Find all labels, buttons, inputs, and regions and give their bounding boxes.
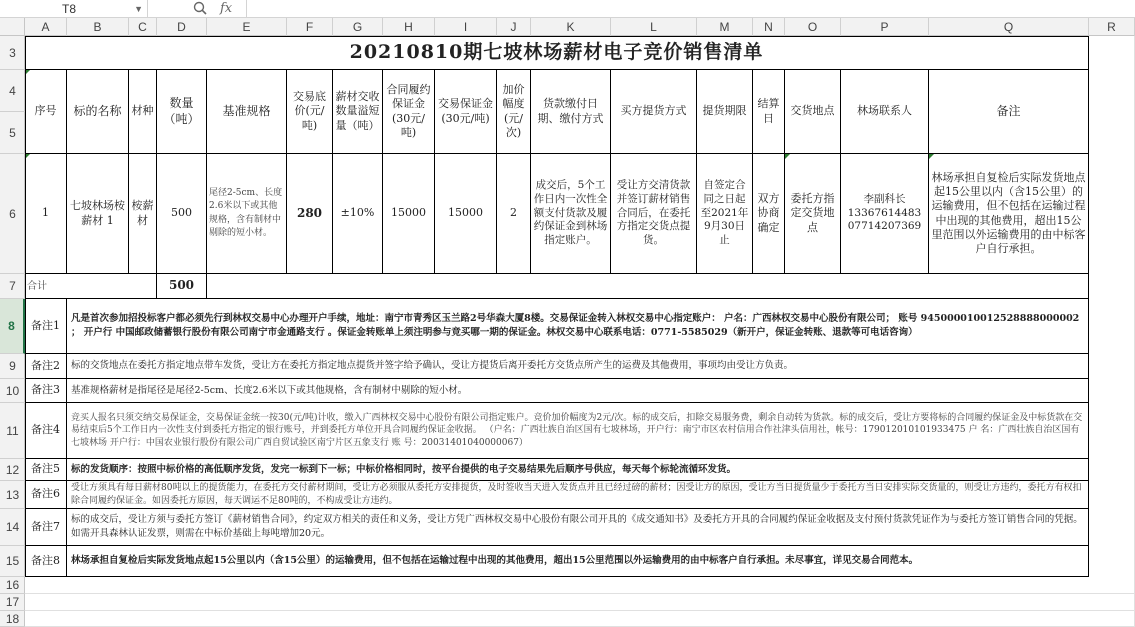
column-header-bar xyxy=(25,18,1135,36)
formula-input[interactable] xyxy=(246,0,1135,18)
row-header-17[interactable]: 17 xyxy=(0,594,25,611)
row-header-9[interactable]: 9 xyxy=(0,354,25,379)
item-payment[interactable]: 成交后，5个工作日内一次性全额支付货款及履约保证金到林场指定账户。 xyxy=(531,154,611,274)
row-header-18[interactable]: 18 xyxy=(0,611,25,627)
note-text[interactable]: 林场承担自复检后实际发货地点起15公里以内（含15公里）的运输费用，但不包括在运输过程中出现的其他费用，超出15公里范围以外运输费用的由中标客户自行承担。未尽事宜，详见交易合同范本。 xyxy=(67,546,1089,577)
item-contact[interactable]: 李副科长 13367614483 07714207369 xyxy=(841,154,929,274)
item-remarks[interactable]: 林场承担自复检后实际发货地点起15公里以内（含15公里）的运输费用，但不包括在运输过程中出现的其他费用，超出15公里范围以外运输费用的由中标客户自行承担。 xyxy=(929,154,1089,274)
note-label[interactable]: 备注2 xyxy=(25,354,67,379)
item-contract-deposit[interactable]: 15000 xyxy=(383,154,435,274)
header-contract-deposit[interactable]: 合同履约保证金(30元/吨) xyxy=(383,70,435,154)
header-species[interactable]: 材种 xyxy=(129,70,157,154)
item-name[interactable]: 七坡林场桉薪材 1 xyxy=(67,154,129,274)
column-header-l[interactable]: L xyxy=(611,18,697,36)
row-header-11[interactable]: 11 xyxy=(0,403,25,459)
header-contact[interactable]: 林场联系人 xyxy=(841,70,929,154)
column-header-r[interactable]: R xyxy=(1089,18,1135,36)
item-base-price[interactable]: 280 xyxy=(287,154,333,274)
total-label[interactable]: 合计 xyxy=(25,274,157,299)
note-text[interactable]: 凡是首次参加招投标客户都必须先行到林权交易中心办理开户手续，地址：南宁市青秀区玉兰路2号华森大厦8楼。交易保证金转入林权交易中心指定账户： 户名：广西林权交易中心股份有限公司； 账号 945000010012528888000002 ； 开户行 中国邮政储蓄银行股份有限公司南宁市金通路支行 。保证金转账单上须注明参与竞买哪一期的保证金。林权交易中心联系电话：0771-5585029（新开户，保证金转账、退款等可电话咨询） xyxy=(67,299,1089,354)
select-all-corner[interactable] xyxy=(0,18,25,36)
total-empty[interactable] xyxy=(207,274,1089,299)
column-header-c[interactable]: C xyxy=(129,18,157,36)
column-header-b[interactable]: B xyxy=(67,18,129,36)
note-text[interactable]: 标的交货地点在委托方指定地点带车发货，受让方在委托方指定地点提货并签字给予确认，受让方提货后离开委托方交货点所产生的运费及其他费用，事项均由受让方负责。 xyxy=(67,354,1089,379)
note-label[interactable]: 备注1 xyxy=(25,299,67,354)
note-label[interactable]: 备注3 xyxy=(25,379,67,403)
note-text[interactable]: 竞买人报名只须交纳交易保证金，交易保证金统一按30(元/吨)计收，缴入广西林权交易中心股份有限公司指定账户。竞价加价幅度为2元/次。标的成交后，扣除交易服务费，剩余自动转为货款。标的成交后，受让方要将标的合同履约保证金及中标货款在交易结束后5个工作日内一次性支付到委托方指定的银行账号，并到委托方单位开具合同履约保证金收据。 （户名：广西壮族自治区国有七坡林场，开户行：南宁市区农村信用合作社津头信用社，帐号：179012010101933475 户 名：广西壮族自治区国有七坡林场 开户行：中国农业银行股份有限公司广西自贸试验区南宁片区五象支行 账 号：20031401040000067） xyxy=(67,403,1089,459)
column-header-h[interactable]: H xyxy=(383,18,435,36)
row-header-16[interactable]: 16 xyxy=(0,577,25,594)
row-header-6[interactable]: 6 xyxy=(0,154,25,274)
item-spec[interactable]: 尾径2-5cm、长度2.6米以下或其他规格，含有制材中剔除的短小材。 xyxy=(207,154,287,274)
header-delivery-place[interactable]: 交货地点 xyxy=(785,70,841,154)
zoom-icon[interactable] xyxy=(193,1,207,15)
note-label[interactable]: 备注5 xyxy=(25,459,67,481)
note-label[interactable]: 备注8 xyxy=(25,546,67,577)
row-header-12[interactable]: 12 xyxy=(0,459,25,481)
note-label[interactable]: 备注4 xyxy=(25,403,67,459)
header-remarks[interactable]: 备注 xyxy=(929,70,1089,154)
header-seq[interactable]: 序号 xyxy=(25,70,67,154)
column-header-d[interactable]: D xyxy=(157,18,207,36)
cell-reference: T8 xyxy=(62,2,77,16)
item-qty[interactable]: 500 xyxy=(157,154,207,274)
note-text[interactable]: 基准规格薪材是指尾径是尾径2-5cm、长度2.6米以下或其他规格，含有制材中剔除的短小材。 xyxy=(67,379,1089,403)
name-box-dropdown-icon[interactable]: ▼ xyxy=(134,4,143,14)
column-header-q[interactable]: Q xyxy=(929,18,1089,36)
header-increment[interactable]: 加价幅度(元/次) xyxy=(497,70,531,154)
item-overflow[interactable]: ±10% xyxy=(333,154,383,274)
header-settlement[interactable]: 结算日 xyxy=(753,70,785,154)
item-pickup-deadline[interactable]: 自签定合同之日起至2021年9月30日止 xyxy=(697,154,753,274)
column-header-j[interactable]: J xyxy=(497,18,531,36)
column-header-i[interactable]: I xyxy=(435,18,497,36)
column-header-n[interactable]: N xyxy=(753,18,785,36)
row-header-10[interactable]: 10 xyxy=(0,379,25,403)
column-header-m[interactable]: M xyxy=(697,18,753,36)
column-header-o[interactable]: O xyxy=(785,18,841,36)
spreadsheet-grid[interactable] xyxy=(25,36,1135,627)
note-text[interactable]: 标的发货顺序：按照中标价格的高低顺序发货，发完一标到下一标；中标价格相同时，按平台提供的电子交易结果先后顺序号供应，每天每个标轮流循环发货。 xyxy=(67,459,1089,481)
column-header-p[interactable]: P xyxy=(841,18,929,36)
header-spec[interactable]: 基准规格 xyxy=(207,70,287,154)
row-header-3[interactable]: 3 xyxy=(0,36,25,70)
header-overflow[interactable]: 薪材交收数量溢短量（吨） xyxy=(333,70,383,154)
item-seq[interactable]: 1 xyxy=(25,154,67,274)
header-base-price[interactable]: 交易底价(元/吨) xyxy=(287,70,333,154)
row-header-8[interactable]: 8 xyxy=(0,299,25,354)
row-header-5[interactable]: 5 xyxy=(0,112,25,154)
item-trade-deposit[interactable]: 15000 xyxy=(435,154,497,274)
item-delivery-place[interactable]: 委托方指定交货地点 xyxy=(785,154,841,274)
column-header-k[interactable]: K xyxy=(531,18,611,36)
column-header-a[interactable]: A xyxy=(25,18,67,36)
note-text[interactable]: 标的成交后，受让方须与委托方签订《薪材销售合同》，约定双方相关的责任和义务，受让方凭广西林权交易中心股份有限公司开具的《成交通知书》及委托方开具的合同履约保证金收据及支付预付货款凭证作为与委托方签订销售合同的凭据。如需开具森林认证发票，则需在中标价基础上每吨增加20元。 xyxy=(67,509,1089,546)
column-header-g[interactable]: G xyxy=(333,18,383,36)
item-species[interactable]: 桉薪材 xyxy=(129,154,157,274)
sheet-title[interactable]: 20210810期七坡林场薪材电子竞价销售清单 xyxy=(25,36,1089,70)
row-header-14[interactable]: 14 xyxy=(0,509,25,546)
row-header-bar xyxy=(0,36,25,627)
item-settlement[interactable]: 双方协商确定 xyxy=(753,154,785,274)
row-header-13[interactable]: 13 xyxy=(0,481,25,509)
note-text[interactable]: 受让方须具有每日薪材80吨以上的提货能力，在委托方交付薪材期间，受让方必须服从委托方安排提货，及时签收当天进入发货点并且已经过磅的薪材；因受让方的原因，受让方当日提货量少于委托方当日安排实际交货量的，则受让方违约，委托方有权扣除合同履约保证金。如因委托方原因，每天调运不足80吨的，不构成受让方违约。 xyxy=(67,481,1089,509)
note-label[interactable]: 备注6 xyxy=(25,481,67,509)
column-header-f[interactable]: F xyxy=(287,18,333,36)
header-trade-deposit[interactable]: 交易保证金(30元/吨) xyxy=(435,70,497,154)
header-payment[interactable]: 货款缴付日期、缴付方式 xyxy=(531,70,611,154)
item-pickup-method[interactable]: 受让方交清货款并签订薪材销售合同后，在委托方指定交货点提货。 xyxy=(611,154,697,274)
header-name[interactable]: 标的名称 xyxy=(67,70,129,154)
column-header-e[interactable]: E xyxy=(207,18,287,36)
header-pickup-method[interactable]: 买方提货方式 xyxy=(611,70,697,154)
row-header-15[interactable]: 15 xyxy=(0,546,25,577)
row-header-7[interactable]: 7 xyxy=(0,274,25,299)
header-pickup-deadline[interactable]: 提货期限 xyxy=(697,70,753,154)
total-qty[interactable]: 500 xyxy=(157,274,207,299)
row-header-4[interactable]: 4 xyxy=(0,70,25,112)
note-label[interactable]: 备注7 xyxy=(25,509,67,546)
header-qty[interactable]: 数量（吨） xyxy=(157,70,207,154)
formula-bar xyxy=(0,0,1135,18)
function-icon[interactable]: fx xyxy=(220,1,233,16)
item-increment[interactable]: 2 xyxy=(497,154,531,274)
name-box[interactable] xyxy=(0,0,148,18)
